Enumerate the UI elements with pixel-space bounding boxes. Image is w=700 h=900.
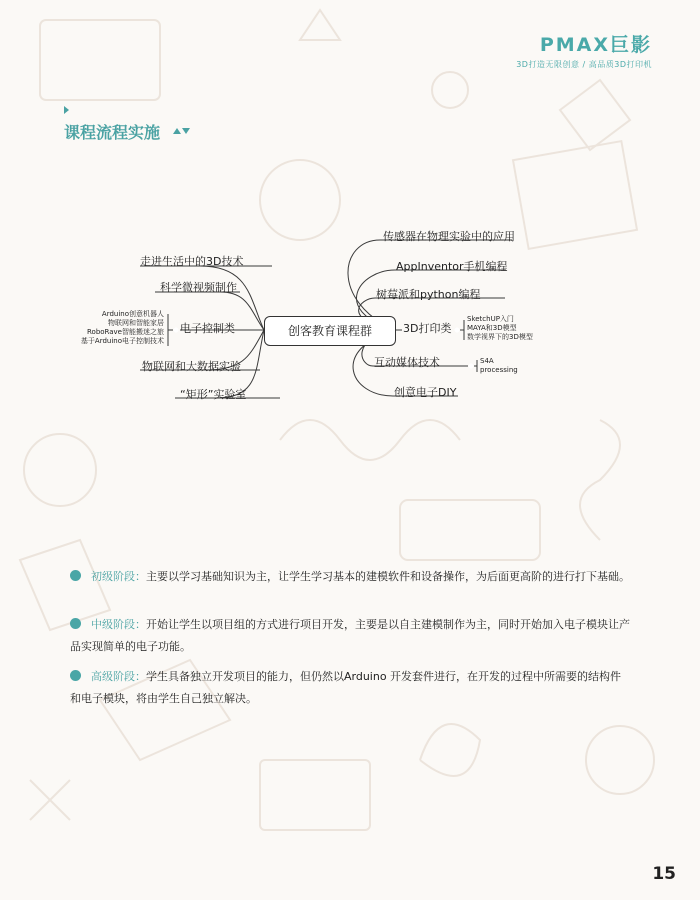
mindmap-item-interactive-media: 互动媒体技术: [374, 356, 440, 369]
stage-paragraph-beginner: [70, 566, 630, 588]
mindmap-item-electronic-control: 电子控制类: [180, 322, 235, 335]
title-marker-icon: [64, 106, 69, 114]
subitem: RoboRave智能搬迷之旅: [86, 328, 164, 336]
course-mindmap: [0, 200, 700, 430]
subitem: 数学视界下的3D模型: [467, 333, 533, 341]
brand-name: PMAX巨影: [539, 34, 652, 56]
stage-text: 学生具备独立开发项目的能力，但仍然以Arduino 开发套件进行，在开发的过程中所需要的结构件和电子模块，将由学生自己独立解决。: [70, 670, 622, 705]
bullet-dot-icon: [70, 670, 81, 681]
stage-text: 开始让学生以项目组的方式进行项目开发，主要是以自主建模制作为主，同时开始加入电子模块让产品实现简单的电子功能。: [70, 618, 630, 653]
subitem: S4A: [480, 357, 494, 365]
subitem: Arduino创意机器人: [101, 310, 164, 318]
page-number: 15: [652, 864, 676, 884]
subitem: 基于Arduino电子控制技术: [80, 337, 164, 345]
bullet-dot-icon: [70, 570, 81, 581]
brand-logo: [516, 30, 652, 70]
mindmap-item-appinventor: AppInventor手机编程: [396, 260, 508, 273]
stage-label: 高级阶段：: [91, 670, 146, 683]
stage-label: 初级阶段：: [91, 570, 146, 583]
mindmap-item-sensors: 传感器在物理实验中的应用: [383, 230, 515, 243]
mindmap-center-node: 创客教育课程群: [264, 316, 396, 346]
brand-tagline: 3D打造无限创意 / 高品质3D打印机: [516, 60, 652, 69]
mindmap-item-iot-bigdata: 物联网和大数据实验: [142, 360, 241, 373]
stage-paragraph-intermediate: [70, 614, 630, 658]
mindmap-media-subitems: [480, 357, 518, 375]
stage-text: 主要以学习基础知识为主，让学生学习基本的建模软件和设备操作，为后面更高阶的进行打下基础。: [146, 570, 630, 583]
subitem: SketchUP入门: [467, 315, 514, 323]
mindmap-item-3d-life: 走进生活中的3D技术: [140, 255, 244, 268]
mindmap-item-3d-print: 3D打印类: [403, 322, 452, 335]
subitem: MAYA和3D模型: [467, 324, 517, 332]
mindmap-item-rect-lab: “矩形”实验室: [180, 388, 247, 401]
bullet-dot-icon: [70, 618, 81, 629]
stage-label: 中级阶段：: [91, 618, 146, 631]
subitem: 物联网和智能家居: [108, 319, 164, 327]
title-arrows-icon: [173, 127, 191, 135]
mindmap-item-micro-video: 科学微视频制作: [160, 281, 237, 294]
subitem: processing: [480, 366, 518, 374]
stage-paragraph-advanced: [70, 666, 630, 710]
mindmap-electronic-subitems: [81, 310, 164, 346]
mindmap-item-raspberry: 树莓派和python编程: [376, 288, 481, 301]
mindmap-3dprint-subitems: [467, 315, 533, 342]
mindmap-item-creative-diy: 创意电子DIY: [394, 386, 457, 399]
section-title: 课程流程实施: [64, 123, 161, 142]
